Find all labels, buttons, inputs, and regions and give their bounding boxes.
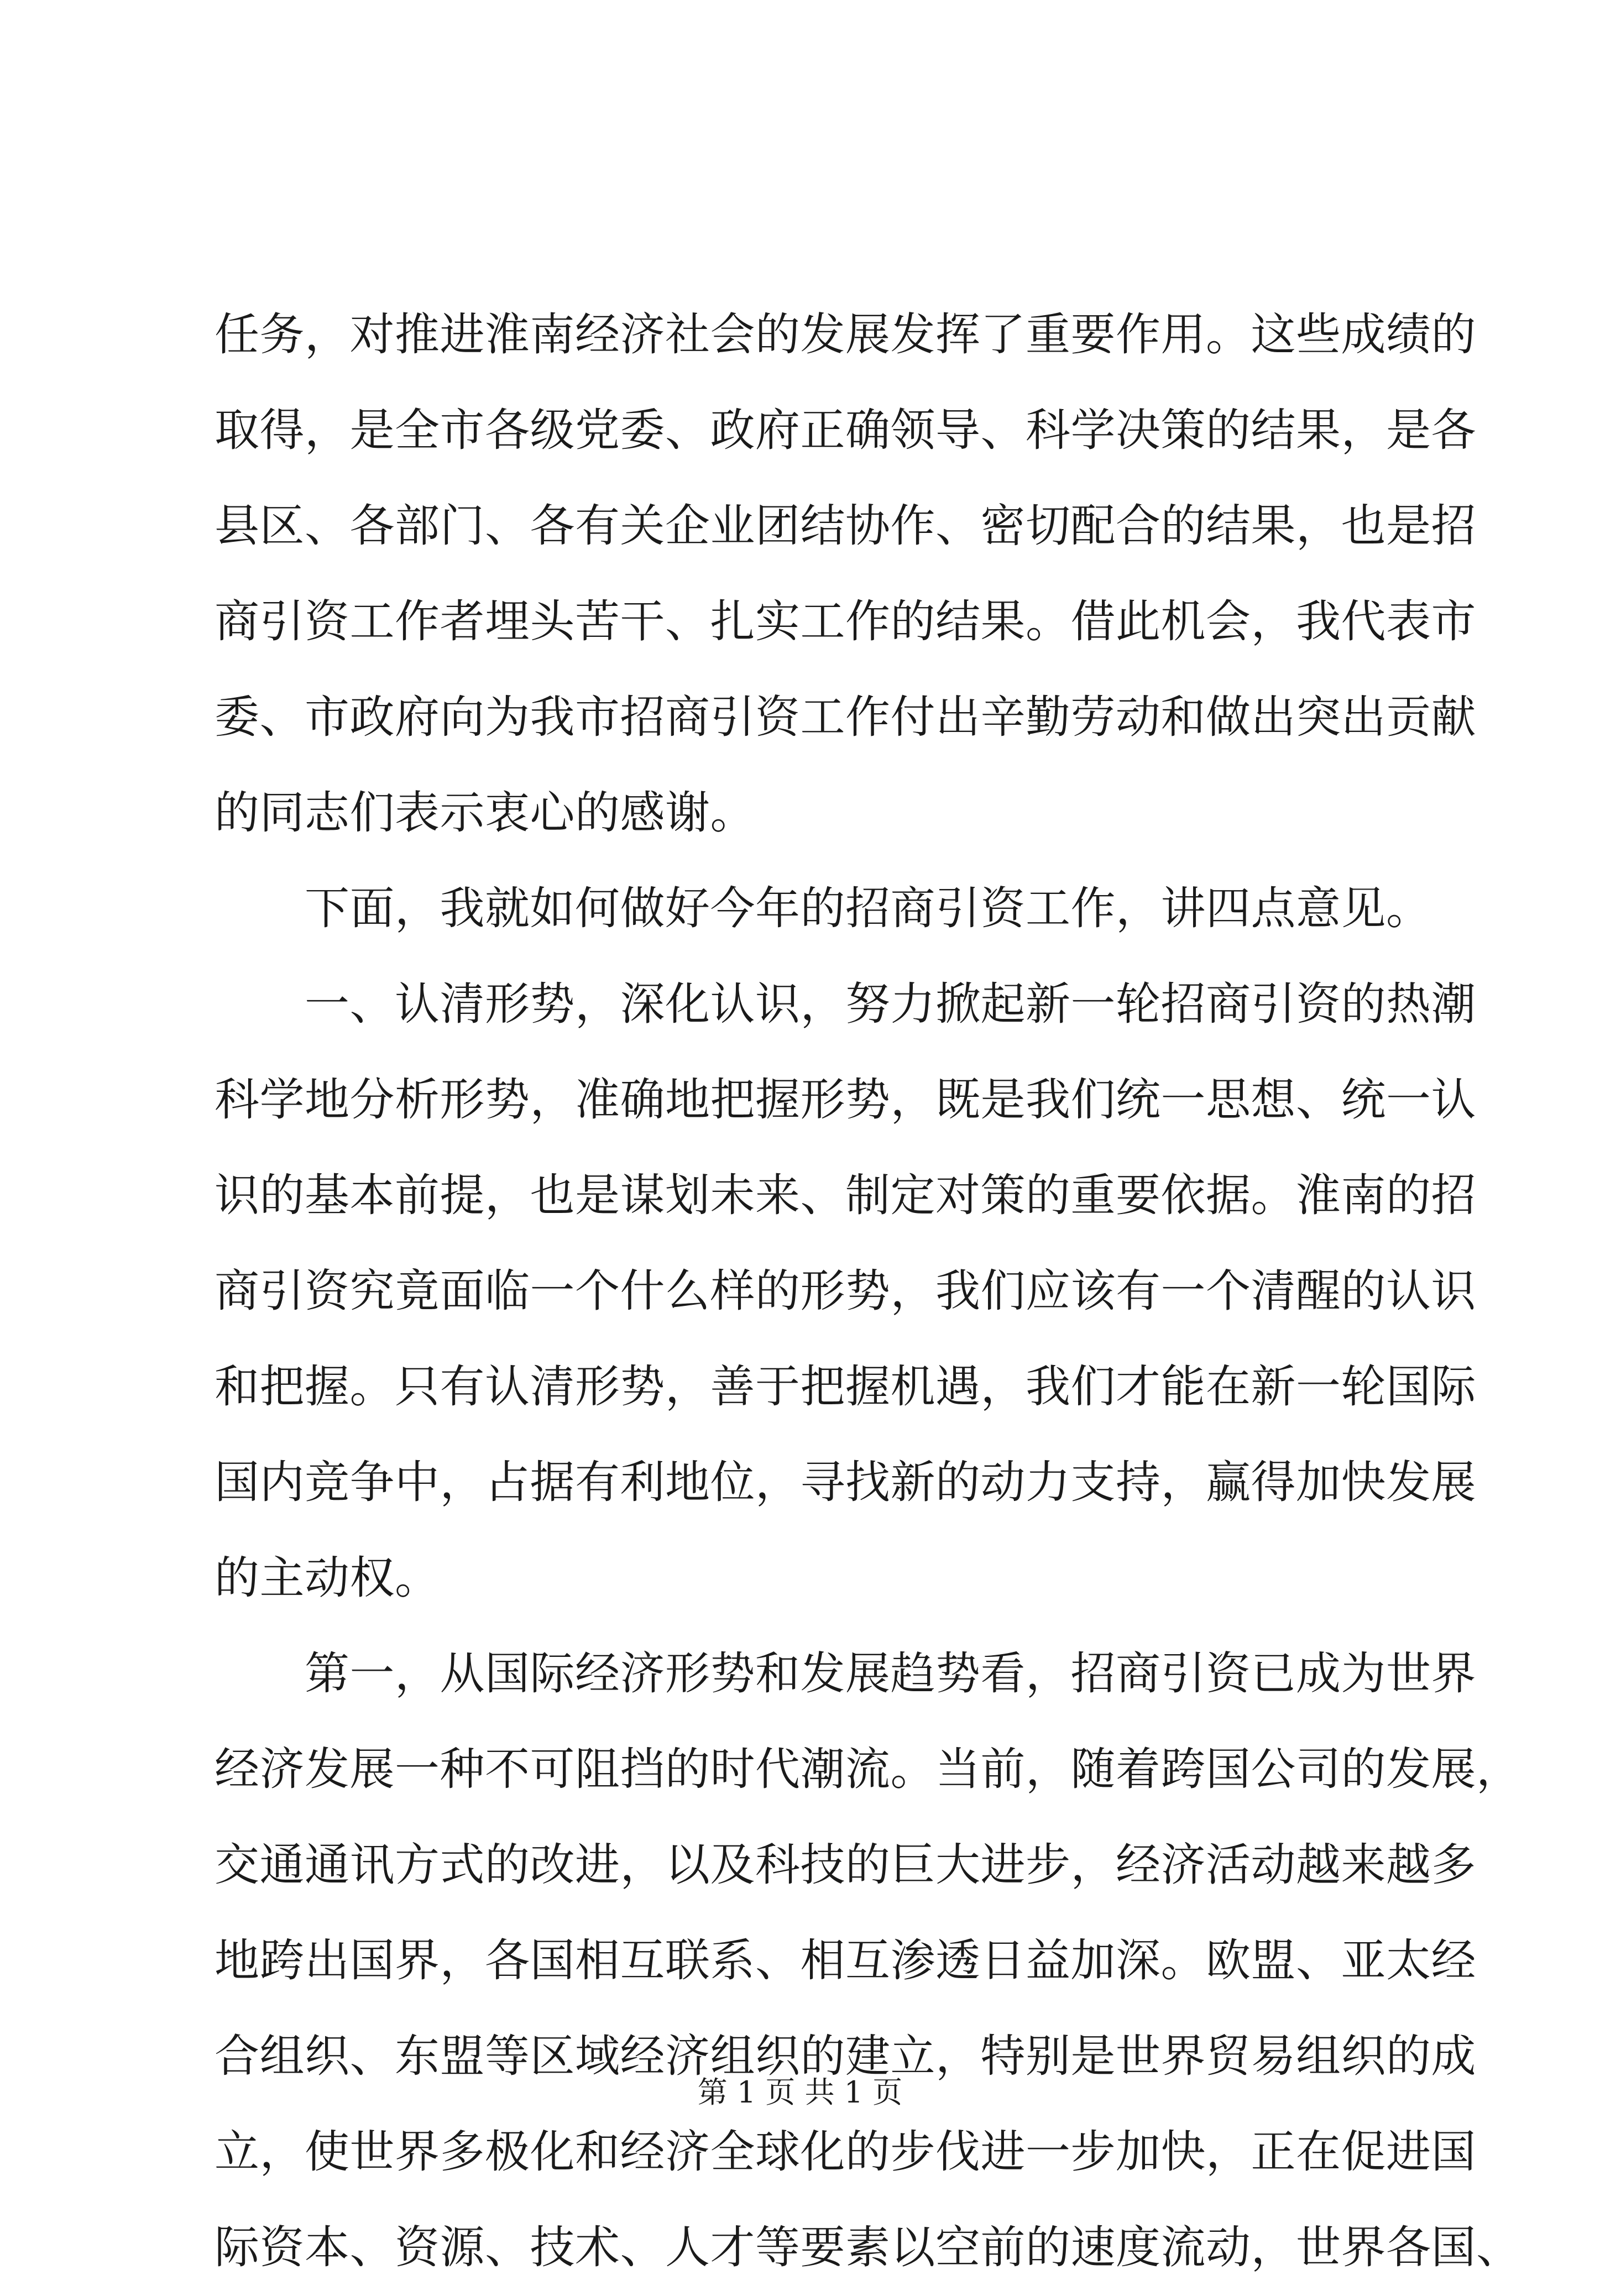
body-text — [215, 287, 1521, 2296]
text-line: 科学地分析形势，准确地把握形势，既是我们统一思想、统一认 — [215, 1074, 1477, 1126]
text-line: 识的基本前提，也是谋划未来、制定对策的重要依据。淮南的招 — [215, 1170, 1477, 1222]
text-line: 交通通讯方式的改进，以及科技的巨大进步，经济活动越来越多 — [215, 1839, 1477, 1891]
text-line: 商引资究竟面临一个什么样的形势，我们应该有一个清醒的认识 — [215, 1265, 1477, 1317]
text-line: 的主动权。 — [215, 1552, 440, 1604]
text-line: 商引资工作者埋头苦干、扎实工作的结果。借此机会，我代表市 — [215, 596, 1477, 648]
text-line: 取得，是全市各级党委、政府正确领导、科学决策的结果，是各 — [215, 405, 1477, 457]
page-number-label: 第 1 页 共 1 页 — [697, 2075, 903, 2110]
text-line: 委、市政府向为我市招商引资工作付出辛勤劳动和做出突出贡献 — [215, 692, 1477, 744]
text-line: 下面，我就如何做好今年的招商引资工作，讲四点意见。 — [215, 883, 1431, 935]
text-line: 第一，从国际经济形势和发展趋势看，招商引资已成为世界 — [215, 1648, 1477, 1700]
text-line: 合组织、东盟等区域经济组织的建立，特别是世界贸易组织的成 — [215, 2031, 1477, 2083]
text-line: 县区、各部门、各有关企业团结协作、密切配合的结果，也是招 — [215, 500, 1477, 552]
text-line: 的同志们表示衷心的感谢。 — [215, 787, 756, 839]
page-footer — [0, 2070, 1600, 2115]
text-line: 际资本、资源、技术、人才等要素以空前的速度流动，世界各国、 — [215, 2222, 1521, 2274]
text-line: 地跨出国界，各国相互联系、相互渗透日益加深。欧盟、亚太经 — [215, 1935, 1477, 1987]
section-heading: 一、认清形势，深化认识，努力掀起新一轮招商引资的热潮 — [215, 979, 1477, 1031]
text-line: 和把握。只有认清形势，善于把握机遇，我们才能在新一轮国际 — [215, 1361, 1477, 1413]
text-line: 国内竞争中，占据有利地位，寻找新的动力支持，赢得加快发展 — [215, 1457, 1477, 1509]
text-line: 立，使世界多极化和经济全球化的步伐进一步加快，正在促进国 — [215, 2126, 1477, 2178]
text-line: 任务，对推进淮南经济社会的发展发挥了重要作用。这些成绩的 — [215, 309, 1477, 361]
text-line: 经济发展一种不可阻挡的时代潮流。当前，随着跨国公司的发展， — [215, 1744, 1521, 1796]
